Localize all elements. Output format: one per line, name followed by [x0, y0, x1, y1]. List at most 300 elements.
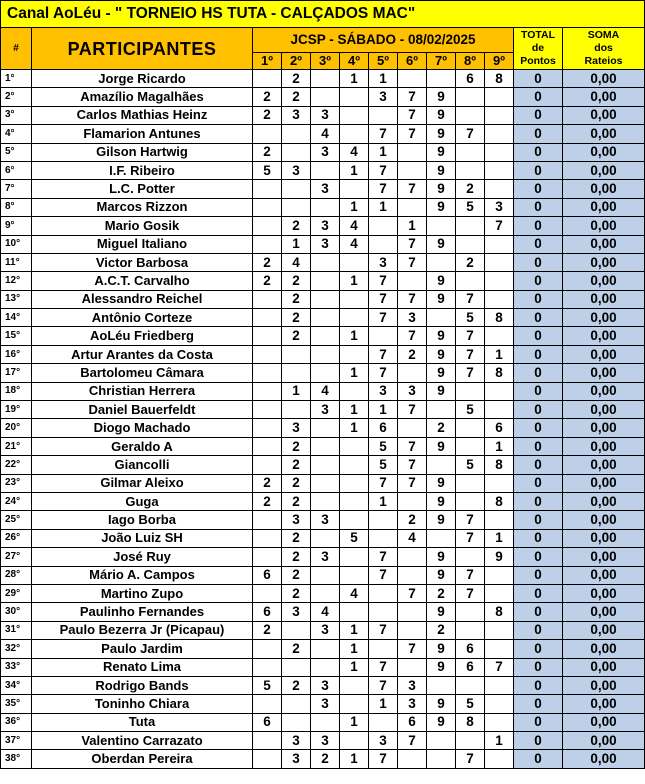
soma-rateios-cell: 0,00 — [563, 474, 645, 492]
position-cell: 15° — [1, 327, 32, 345]
round-score-cell — [340, 732, 369, 750]
round-score-cell: 9 — [427, 272, 456, 290]
round-score-cell: 7 — [369, 125, 398, 143]
table-row — [1, 272, 645, 290]
round-score-cell — [398, 566, 427, 584]
round-score-cell — [253, 327, 282, 345]
soma-rateios-cell: 0,00 — [563, 345, 645, 363]
round-header: 6º — [398, 53, 427, 70]
round-score-cell: 4 — [311, 382, 340, 400]
round-score-cell: 7 — [398, 640, 427, 658]
position-cell: 6° — [1, 161, 32, 179]
participant-name: Amazílio Magalhães — [32, 88, 253, 106]
table-row — [1, 419, 645, 437]
total-points-cell: 0 — [514, 88, 563, 106]
round-score-cell: 1 — [340, 161, 369, 179]
participant-name: Victor Barbosa — [32, 253, 253, 271]
round-score-cell — [253, 529, 282, 547]
round-score-cell — [485, 695, 514, 713]
soma-rateios-cell: 0,00 — [563, 253, 645, 271]
round-score-cell — [485, 290, 514, 308]
total-points-cell: 0 — [514, 290, 563, 308]
round-score-cell: 7 — [485, 217, 514, 235]
soma-rateios-cell: 0,00 — [563, 732, 645, 750]
round-score-cell: 1 — [340, 658, 369, 676]
round-score-cell: 3 — [398, 309, 427, 327]
position-cell: 31° — [1, 621, 32, 639]
round-score-cell: 3 — [369, 732, 398, 750]
table-row — [1, 327, 645, 345]
round-score-cell: 3 — [311, 401, 340, 419]
round-score-cell — [427, 750, 456, 768]
round-score-cell: 5 — [369, 437, 398, 455]
participant-name: Flamarion Antunes — [32, 125, 253, 143]
round-score-cell — [456, 217, 485, 235]
total-points-cell: 0 — [514, 548, 563, 566]
round-score-cell: 1 — [485, 529, 514, 547]
round-score-cell: 1 — [340, 750, 369, 768]
round-score-cell — [456, 621, 485, 639]
soma-rateios-cell: 0,00 — [563, 566, 645, 584]
round-score-cell: 6 — [456, 640, 485, 658]
round-score-cell: 1 — [485, 437, 514, 455]
round-score-cell — [311, 584, 340, 602]
round-score-cell — [253, 511, 282, 529]
position-cell: 23° — [1, 474, 32, 492]
table-row — [1, 180, 645, 198]
round-score-cell — [340, 603, 369, 621]
round-score-cell: 2 — [282, 437, 311, 455]
round-score-cell: 9 — [427, 88, 456, 106]
round-score-cell — [369, 217, 398, 235]
round-score-cell: 9 — [427, 327, 456, 345]
round-score-cell: 7 — [398, 474, 427, 492]
round-score-cell: 1 — [369, 492, 398, 510]
round-score-cell: 2 — [282, 474, 311, 492]
table-row — [1, 88, 645, 106]
round-score-cell: 3 — [282, 750, 311, 768]
table-row — [1, 566, 645, 584]
table-row — [1, 235, 645, 253]
round-header: 7º — [427, 53, 456, 70]
round-score-cell — [485, 106, 514, 124]
round-score-cell — [282, 125, 311, 143]
round-score-cell: 3 — [369, 382, 398, 400]
round-score-cell: 7 — [398, 235, 427, 253]
round-score-cell: 8 — [485, 603, 514, 621]
round-score-cell — [427, 456, 456, 474]
round-score-cell: 8 — [456, 713, 485, 731]
round-score-cell — [369, 713, 398, 731]
soma-rateios-cell: 0,00 — [563, 750, 645, 768]
position-cell: 13° — [1, 290, 32, 308]
soma-rateios-cell: 0,00 — [563, 217, 645, 235]
table-row — [1, 364, 645, 382]
participant-name: Tuta — [32, 713, 253, 731]
round-score-cell — [340, 88, 369, 106]
soma-rateios-cell: 0,00 — [563, 419, 645, 437]
round-score-cell — [485, 272, 514, 290]
round-score-cell: 7 — [456, 290, 485, 308]
round-score-cell: 2 — [282, 217, 311, 235]
round-score-cell — [427, 70, 456, 88]
round-score-cell — [253, 640, 282, 658]
total-header-line: TOTAL — [520, 29, 556, 41]
round-score-cell — [311, 198, 340, 216]
table-row — [1, 70, 645, 88]
round-score-cell: 1 — [282, 235, 311, 253]
participant-name: L.C. Potter — [32, 180, 253, 198]
position-header: # — [1, 28, 32, 70]
round-score-cell — [253, 750, 282, 768]
position-cell: 29° — [1, 584, 32, 602]
round-score-cell: 7 — [398, 732, 427, 750]
round-score-cell — [369, 327, 398, 345]
round-score-cell: 9 — [427, 492, 456, 510]
round-score-cell — [253, 732, 282, 750]
round-score-cell: 8 — [485, 492, 514, 510]
table-row — [1, 456, 645, 474]
round-score-cell: 7 — [369, 309, 398, 327]
participant-name: Paulo Jardim — [32, 640, 253, 658]
round-score-cell: 2 — [253, 272, 282, 290]
round-score-cell: 9 — [427, 640, 456, 658]
round-score-cell: 9 — [427, 695, 456, 713]
round-score-cell — [311, 327, 340, 345]
round-score-cell — [398, 364, 427, 382]
round-score-cell — [253, 290, 282, 308]
round-score-cell: 2 — [282, 492, 311, 510]
round-score-cell: 9 — [427, 511, 456, 529]
position-cell: 9° — [1, 217, 32, 235]
table-row — [1, 309, 645, 327]
round-score-cell: 1 — [369, 401, 398, 419]
total-points-cell: 0 — [514, 272, 563, 290]
position-cell: 20° — [1, 419, 32, 437]
round-score-cell: 7 — [369, 290, 398, 308]
round-score-cell — [340, 492, 369, 510]
round-score-cell — [340, 695, 369, 713]
participant-name: Iago Borba — [32, 511, 253, 529]
round-score-cell: 4 — [398, 529, 427, 547]
table-row — [1, 474, 645, 492]
round-score-cell — [427, 529, 456, 547]
total-points-cell: 0 — [514, 345, 563, 363]
round-score-cell: 3 — [311, 548, 340, 566]
position-cell: 26° — [1, 529, 32, 547]
round-score-cell: 2 — [311, 750, 340, 768]
total-points-header — [514, 28, 563, 70]
total-points-cell: 0 — [514, 676, 563, 694]
position-cell: 22° — [1, 456, 32, 474]
table-row — [1, 640, 645, 658]
round-score-cell — [398, 492, 427, 510]
soma-rateios-header — [563, 28, 645, 70]
round-score-cell — [456, 548, 485, 566]
round-score-cell: 5 — [253, 161, 282, 179]
position-cell: 16° — [1, 345, 32, 363]
table-row — [1, 345, 645, 363]
round-score-cell: 5 — [340, 529, 369, 547]
position-cell: 10° — [1, 235, 32, 253]
round-score-cell: 9 — [427, 106, 456, 124]
round-score-cell: 9 — [427, 437, 456, 455]
round-score-cell — [253, 584, 282, 602]
round-score-cell — [369, 235, 398, 253]
soma-rateios-cell: 0,00 — [563, 272, 645, 290]
round-score-cell: 3 — [282, 511, 311, 529]
round-score-cell: 7 — [369, 750, 398, 768]
round-score-cell: 5 — [369, 456, 398, 474]
round-score-cell — [456, 382, 485, 400]
round-score-cell: 1 — [340, 640, 369, 658]
round-score-cell — [311, 290, 340, 308]
position-cell: 28° — [1, 566, 32, 584]
round-score-cell: 7 — [369, 548, 398, 566]
round-score-cell: 9 — [427, 180, 456, 198]
round-score-cell — [485, 382, 514, 400]
round-score-cell — [311, 456, 340, 474]
round-score-cell — [282, 621, 311, 639]
total-points-cell: 0 — [514, 658, 563, 676]
round-score-cell: 7 — [456, 750, 485, 768]
round-score-cell — [398, 272, 427, 290]
soma-rateios-cell: 0,00 — [563, 529, 645, 547]
table-row — [1, 106, 645, 124]
round-score-cell: 7 — [456, 345, 485, 363]
round-score-cell: 2 — [253, 106, 282, 124]
table-row — [1, 511, 645, 529]
sheet-title: Canal AoLéu - " TORNEIO HS TUTA - CALÇADOS MAC" — [1, 1, 645, 28]
soma-rateios-cell: 0,00 — [563, 658, 645, 676]
round-score-cell: 5 — [456, 695, 485, 713]
table-row — [1, 217, 645, 235]
round-score-cell — [311, 529, 340, 547]
table-row — [1, 732, 645, 750]
round-score-cell: 4 — [311, 603, 340, 621]
round-score-cell — [311, 658, 340, 676]
round-score-cell — [456, 492, 485, 510]
round-score-cell: 9 — [427, 566, 456, 584]
position-cell: 35° — [1, 695, 32, 713]
table-row — [1, 603, 645, 621]
position-cell: 36° — [1, 713, 32, 731]
round-score-cell — [369, 603, 398, 621]
total-points-cell: 0 — [514, 529, 563, 547]
round-score-cell — [369, 529, 398, 547]
participant-name: A.C.T. Carvalho — [32, 272, 253, 290]
soma-rateios-cell: 0,00 — [563, 695, 645, 713]
participant-name: Gilmar Aleixo — [32, 474, 253, 492]
table-row — [1, 437, 645, 455]
round-score-cell: 2 — [282, 566, 311, 584]
total-header-line: de — [531, 42, 545, 54]
round-score-cell — [311, 70, 340, 88]
round-score-cell: 7 — [456, 364, 485, 382]
round-score-cell: 3 — [311, 511, 340, 529]
round-score-cell: 9 — [427, 603, 456, 621]
position-cell: 14° — [1, 309, 32, 327]
position-cell: 11° — [1, 253, 32, 271]
round-score-cell — [485, 750, 514, 768]
table-row — [1, 548, 645, 566]
position-cell: 7° — [1, 180, 32, 198]
participant-name: Renato Lima — [32, 658, 253, 676]
round-score-cell: 1 — [369, 695, 398, 713]
participant-name: Christian Herrera — [32, 382, 253, 400]
round-score-cell: 2 — [282, 584, 311, 602]
round-score-cell — [282, 401, 311, 419]
total-header-line: Pontos — [520, 55, 556, 67]
round-score-cell — [398, 548, 427, 566]
round-score-cell: 5 — [456, 456, 485, 474]
round-score-cell — [340, 437, 369, 455]
round-score-cell — [427, 253, 456, 271]
round-score-cell — [253, 658, 282, 676]
round-score-cell: 3 — [369, 88, 398, 106]
round-score-cell: 4 — [340, 584, 369, 602]
table-row — [1, 382, 645, 400]
round-score-cell — [485, 125, 514, 143]
round-score-cell — [485, 621, 514, 639]
position-cell: 1° — [1, 70, 32, 88]
round-score-cell: 1 — [340, 198, 369, 216]
round-score-cell — [340, 106, 369, 124]
participant-name: Antônio Corteze — [32, 309, 253, 327]
round-score-cell: 9 — [427, 143, 456, 161]
round-score-cell: 7 — [369, 676, 398, 694]
participant-name: Martino Zupo — [32, 584, 253, 602]
round-score-cell: 9 — [427, 658, 456, 676]
position-cell: 18° — [1, 382, 32, 400]
round-score-cell: 3 — [485, 198, 514, 216]
participant-name: Paulinho Fernandes — [32, 603, 253, 621]
table-row — [1, 713, 645, 731]
position-cell: 2° — [1, 88, 32, 106]
total-points-cell: 0 — [514, 566, 563, 584]
position-cell: 5° — [1, 143, 32, 161]
round-score-cell: 2 — [282, 548, 311, 566]
round-score-cell — [282, 345, 311, 363]
round-score-cell — [311, 713, 340, 731]
round-score-cell — [253, 235, 282, 253]
round-score-cell — [253, 70, 282, 88]
round-score-cell: 2 — [398, 511, 427, 529]
round-score-cell: 7 — [398, 180, 427, 198]
round-score-cell — [311, 272, 340, 290]
round-score-cell: 2 — [282, 309, 311, 327]
round-score-cell: 1 — [340, 327, 369, 345]
round-score-cell: 3 — [311, 676, 340, 694]
round-score-cell — [311, 88, 340, 106]
round-score-cell — [282, 364, 311, 382]
total-points-cell: 0 — [514, 492, 563, 510]
table-row — [1, 125, 645, 143]
table-row — [1, 658, 645, 676]
round-score-cell — [253, 419, 282, 437]
round-score-cell — [456, 272, 485, 290]
round-score-cell — [456, 88, 485, 106]
round-score-cell: 7 — [398, 327, 427, 345]
table-row — [1, 253, 645, 271]
round-score-cell: 9 — [427, 713, 456, 731]
soma-rateios-cell: 0,00 — [563, 290, 645, 308]
round-score-cell: 1 — [340, 70, 369, 88]
round-score-cell: 7 — [369, 272, 398, 290]
position-cell: 37° — [1, 732, 32, 750]
table-row — [1, 621, 645, 639]
round-score-cell: 1 — [340, 401, 369, 419]
soma-rateios-cell: 0,00 — [563, 125, 645, 143]
position-cell: 21° — [1, 437, 32, 455]
total-points-cell: 0 — [514, 161, 563, 179]
round-header: 2º — [282, 53, 311, 70]
round-score-cell — [311, 345, 340, 363]
round-score-cell: 7 — [369, 566, 398, 584]
participant-name: Bartolomeu Câmara — [32, 364, 253, 382]
round-score-cell: 3 — [311, 732, 340, 750]
round-score-cell — [369, 584, 398, 602]
soma-rateios-cell: 0,00 — [563, 180, 645, 198]
round-score-cell: 1 — [340, 364, 369, 382]
round-score-cell — [485, 640, 514, 658]
round-header: 1º — [253, 53, 282, 70]
soma-rateios-cell: 0,00 — [563, 713, 645, 731]
round-score-cell — [485, 511, 514, 529]
round-score-cell: 3 — [311, 235, 340, 253]
position-cell: 19° — [1, 401, 32, 419]
soma-rateios-cell: 0,00 — [563, 603, 645, 621]
round-score-cell: 6 — [369, 419, 398, 437]
participant-name: Giancolli — [32, 456, 253, 474]
round-score-cell: 2 — [253, 143, 282, 161]
round-score-cell: 2 — [282, 640, 311, 658]
round-score-cell: 7 — [369, 345, 398, 363]
participant-name: Marcos Rizzon — [32, 198, 253, 216]
round-score-cell: 2 — [253, 253, 282, 271]
round-score-cell: 5 — [456, 198, 485, 216]
participant-name: Miguel Italiano — [32, 235, 253, 253]
round-score-cell — [340, 125, 369, 143]
participant-name: Rodrigo Bands — [32, 676, 253, 694]
round-score-cell — [456, 676, 485, 694]
total-points-cell: 0 — [514, 640, 563, 658]
participant-name: Jorge Ricardo — [32, 70, 253, 88]
round-score-cell — [427, 217, 456, 235]
round-score-cell — [456, 419, 485, 437]
round-score-cell: 6 — [253, 603, 282, 621]
round-score-cell — [427, 309, 456, 327]
round-score-cell — [485, 474, 514, 492]
soma-rateios-cell: 0,00 — [563, 511, 645, 529]
total-points-cell: 0 — [514, 70, 563, 88]
round-score-cell — [340, 566, 369, 584]
round-score-cell — [340, 290, 369, 308]
round-score-cell: 2 — [427, 621, 456, 639]
round-score-cell: 2 — [282, 290, 311, 308]
round-score-cell — [427, 732, 456, 750]
participant-name: Diogo Machado — [32, 419, 253, 437]
round-score-cell — [369, 106, 398, 124]
round-score-cell — [253, 382, 282, 400]
position-cell: 17° — [1, 364, 32, 382]
position-cell: 12° — [1, 272, 32, 290]
round-score-cell: 1 — [369, 198, 398, 216]
soma-header-line: SOMA — [587, 29, 620, 41]
participant-name: AoLéu Friedberg — [32, 327, 253, 345]
total-points-cell: 0 — [514, 713, 563, 731]
participant-name: Valentino Carrazato — [32, 732, 253, 750]
